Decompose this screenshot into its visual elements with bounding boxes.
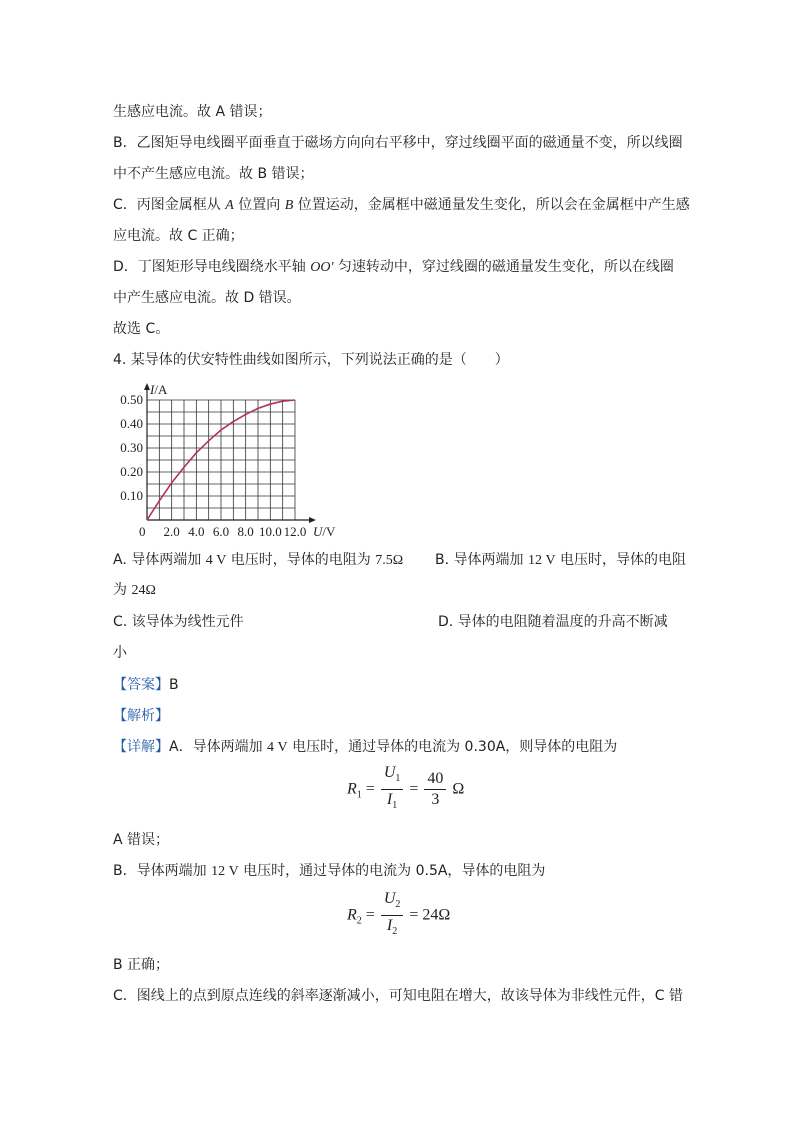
text-line-6: D．丁图矩形导电线圈绕水平轴 OO' 匀速转动中，穿过线圈的磁通量发生变化，所以在线圈 bbox=[113, 259, 674, 275]
x-tick-label: 6.0 bbox=[212, 524, 230, 539]
x-axis-label: U/V bbox=[313, 524, 336, 539]
x-tick-label: 12.0 bbox=[283, 524, 307, 539]
origin-label: 0 bbox=[139, 524, 146, 539]
question-stem: 4. 某导体的伏安特性曲线如图所示，下列说法正确的是（ ） bbox=[113, 352, 509, 368]
option-c[interactable]: C. 该导体为线性元件 bbox=[113, 614, 244, 630]
b-right: B 正确； bbox=[113, 957, 170, 973]
y-tick-label: 0.20 bbox=[120, 464, 143, 479]
text-line-4: C．丙图金属框从 A 位置向 B 位置运动，金属框中磁通量发生变化，所以会在金属框中产生感 bbox=[113, 197, 690, 213]
x-tick-label: 2.0 bbox=[163, 524, 180, 539]
text-line-8: 故选 C。 bbox=[113, 321, 170, 337]
y-axis-label: I/A bbox=[150, 382, 168, 397]
detail-c: C．图线上的点到原点连线的斜率逐渐减小，可知电阻在增大，故该导体为非线性元件，C 错 bbox=[113, 988, 683, 1004]
option-d-continued: 小 bbox=[113, 645, 127, 661]
option-d[interactable]: D. 导体的电阻随着温度的升高不断减 bbox=[438, 614, 668, 630]
detail-a: 【详解】A．导体两端加 4 V 电压时，通过导体的电流为 0.30A，则导体的电阻为 bbox=[113, 739, 618, 755]
text-line-1: 生感应电流。故 A 错误； bbox=[113, 104, 272, 120]
option-a[interactable]: A. 导体两端加 4 V 电压时，导体的电阻为 7.5Ω bbox=[113, 552, 404, 568]
analysis-label: 【解析】 bbox=[113, 708, 169, 724]
text-line-3: 中不产生感应电流。故 B 错误； bbox=[113, 166, 314, 182]
y-tick-label: 0.50 bbox=[120, 392, 143, 407]
a-wrong: A 错误； bbox=[113, 832, 170, 848]
x-tick-label: 8.0 bbox=[237, 524, 254, 539]
x-tick-label: 10.0 bbox=[258, 524, 282, 539]
option-b[interactable]: B. 导体两端加 12 V 电压时，导体的电阻 bbox=[435, 552, 687, 568]
option-b-continued: 为 24Ω bbox=[113, 582, 156, 598]
text-line-5: 应电流。故 C 正确； bbox=[113, 228, 244, 244]
formula-r1: $R_1$ = $\frac{U_1}{I_1}$ = $\frac{40}{3}$ Ω bbox=[347, 764, 465, 812]
text-line-7: 中产生感应电流。故 D 错误。 bbox=[113, 290, 301, 306]
text-line-2: B．乙图矩导电线圈平面垂直于磁场方向向右平移中，穿过线圈平面的磁通量不变，所以线圈 bbox=[113, 135, 683, 151]
y-tick-label: 0.40 bbox=[120, 416, 143, 431]
iv-characteristic-chart bbox=[110, 377, 360, 542]
x-axis-arrow-icon bbox=[309, 517, 316, 523]
detail-b: B．导体两端加 12 V 电压时，通过导体的电流为 0.5A，导体的电阻为 bbox=[113, 863, 546, 879]
formula-r2: $R_2$ = $\frac{U_2}{I_2}$ = 24Ω bbox=[347, 890, 451, 938]
answer-line: 【答案】B bbox=[113, 677, 179, 693]
y-tick-label: 0.30 bbox=[120, 440, 143, 455]
x-tick-label: 4.0 bbox=[188, 524, 205, 539]
y-tick-label: 0.10 bbox=[120, 488, 143, 503]
